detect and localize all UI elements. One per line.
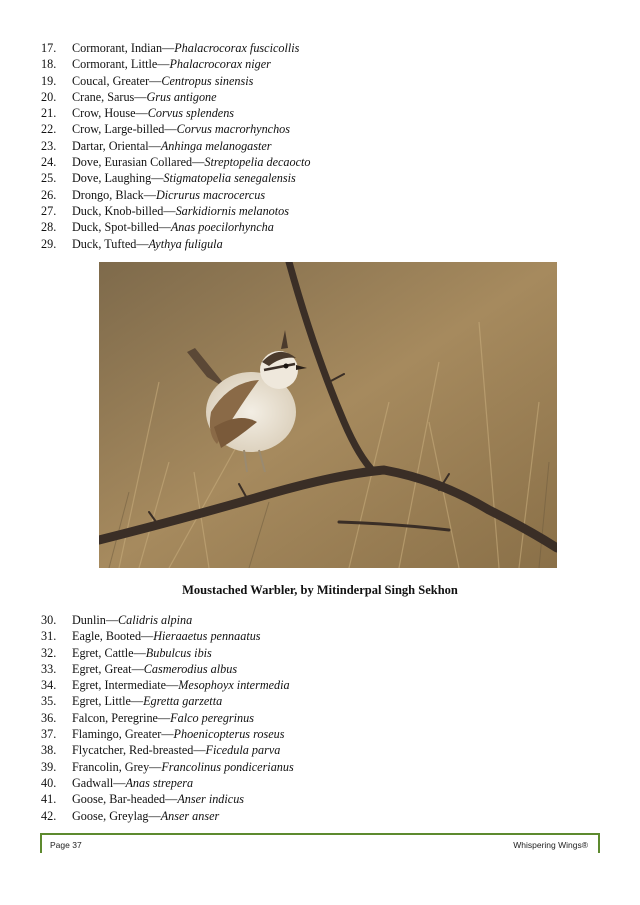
item-number: 22. bbox=[41, 122, 57, 137]
scientific-name: Stigmatopelia senegalensis bbox=[163, 171, 296, 186]
separator: — bbox=[105, 613, 119, 627]
scientific-name: Centropus sinensis bbox=[161, 73, 254, 88]
common-name: Gadwall bbox=[72, 775, 114, 790]
scientific-name: Casmerodius albus bbox=[143, 661, 238, 676]
common-name: Flamingo, Greater bbox=[72, 727, 162, 742]
common-name: Duck, Tufted bbox=[72, 236, 137, 251]
publication-name: Whispering Wings® bbox=[513, 840, 588, 850]
common-name: Dartar, Oriental bbox=[72, 138, 149, 153]
moustached-warbler-illustration bbox=[99, 262, 557, 568]
scientific-name: Falco peregrinus bbox=[170, 710, 254, 725]
separator: — bbox=[134, 89, 147, 104]
common-name: Coucal, Greater bbox=[72, 73, 150, 88]
item-number: 35. bbox=[41, 694, 57, 709]
separator: — bbox=[135, 106, 148, 121]
common-name: Crow, House bbox=[72, 106, 136, 121]
item-number: 21. bbox=[41, 106, 57, 121]
item-number: 20. bbox=[41, 89, 57, 104]
common-name: Goose, Bar-headed bbox=[72, 792, 166, 807]
common-name: Francolin, Grey bbox=[72, 759, 150, 774]
item-number: 19. bbox=[41, 73, 57, 88]
item-number: 17. bbox=[41, 41, 57, 55]
separator: — bbox=[148, 138, 161, 153]
item-number: 37. bbox=[41, 727, 57, 742]
item-number: 41. bbox=[41, 792, 57, 807]
separator: — bbox=[158, 220, 171, 235]
item-number: 29. bbox=[41, 236, 57, 251]
common-name: Goose, Greylag bbox=[72, 808, 149, 823]
common-name: Dove, Laughing bbox=[72, 171, 152, 186]
item-number: 36. bbox=[41, 710, 57, 725]
common-name: Falcon, Peregrine bbox=[72, 710, 158, 725]
bird-photo bbox=[99, 262, 557, 568]
separator: — bbox=[162, 41, 175, 55]
item-number: 27. bbox=[41, 203, 57, 218]
separator: — bbox=[193, 743, 206, 758]
separator: — bbox=[143, 187, 156, 202]
separator: — bbox=[166, 678, 179, 693]
item-number: 31. bbox=[41, 629, 57, 644]
scientific-name: Streptopelia decaocto bbox=[204, 155, 311, 170]
common-name: Drongo, Black bbox=[72, 187, 144, 202]
page-number: Page 37 bbox=[50, 840, 82, 850]
separator: — bbox=[157, 710, 171, 725]
scientific-name: Francolinus pondicerianus bbox=[161, 759, 294, 774]
scientific-name: Bubulcus ibis bbox=[145, 645, 212, 660]
scientific-name: Aythya fuligula bbox=[148, 236, 223, 251]
item-number: 42. bbox=[41, 808, 57, 823]
separator: — bbox=[151, 171, 164, 186]
separator: — bbox=[141, 629, 154, 644]
common-name: Duck, Spot-billed bbox=[72, 220, 159, 235]
separator: — bbox=[164, 122, 177, 137]
scientific-name: Dicrurus macrocercus bbox=[155, 187, 266, 202]
item-number: 38. bbox=[41, 743, 57, 758]
separator: — bbox=[192, 155, 205, 170]
scientific-name: Sarkidiornis melanotos bbox=[175, 203, 289, 218]
scientific-name: Anas strepera bbox=[125, 775, 194, 790]
separator: — bbox=[113, 775, 126, 790]
footer-rule-left bbox=[40, 833, 42, 853]
separator: — bbox=[133, 645, 146, 660]
scientific-name: Mesophoyx intermedia bbox=[178, 678, 290, 693]
footer-rule-right bbox=[598, 833, 600, 853]
item-number: 39. bbox=[41, 759, 57, 774]
scientific-name: Phoenicopterus roseus bbox=[173, 727, 285, 742]
common-name: Egret, Cattle bbox=[72, 645, 134, 660]
item-number: 32. bbox=[41, 645, 57, 660]
scientific-name: Ficedula parva bbox=[205, 743, 281, 758]
separator: — bbox=[161, 727, 174, 742]
item-number: 34. bbox=[41, 678, 57, 693]
footer-rule bbox=[40, 833, 600, 835]
item-number: 33. bbox=[41, 661, 57, 676]
common-name: Dunlin bbox=[72, 613, 106, 627]
common-name: Flycatcher, Red-breasted bbox=[72, 743, 194, 758]
scientific-name: Calidris alpina bbox=[118, 613, 193, 627]
item-number: 25. bbox=[41, 171, 57, 186]
common-name: Crow, Large-billed bbox=[72, 122, 165, 137]
item-number: 18. bbox=[41, 57, 57, 72]
common-name: Egret, Little bbox=[72, 694, 131, 709]
separator: — bbox=[149, 759, 162, 774]
separator: — bbox=[149, 73, 162, 88]
scientific-name: Hieraaetus pennaatus bbox=[153, 629, 261, 644]
scientific-name: Corvus splendens bbox=[147, 106, 235, 121]
common-name: Eagle, Booted bbox=[72, 629, 142, 644]
common-name: Dove, Eurasian Collared bbox=[72, 155, 193, 170]
scientific-name: Corvus macrorhynchos bbox=[176, 122, 290, 137]
common-name: Crane, Sarus bbox=[72, 89, 135, 104]
scientific-name: Phalacrocorax niger bbox=[169, 57, 271, 72]
scientific-name: Anas poecilorhyncha bbox=[170, 220, 274, 235]
item-number: 30. bbox=[41, 613, 57, 627]
photo-caption: Moustached Warbler, by Mitinderpal Singh Sekhon bbox=[182, 583, 458, 597]
scientific-name: Anhinga melanogaster bbox=[160, 138, 272, 153]
scientific-name: Anser indicus bbox=[177, 792, 245, 807]
separator: — bbox=[148, 808, 161, 823]
item-number: 28. bbox=[41, 220, 57, 235]
item-number: 26. bbox=[41, 187, 57, 202]
common-name: Egret, Great bbox=[72, 661, 132, 676]
item-number: 23. bbox=[41, 138, 57, 153]
separator: — bbox=[130, 694, 144, 709]
scientific-name: Phalacrocorax fuscicollis bbox=[174, 41, 300, 55]
scientific-name: Grus antigone bbox=[146, 89, 217, 104]
separator: — bbox=[131, 661, 144, 676]
common-name: Duck, Knob-billed bbox=[72, 203, 164, 218]
common-name: Cormorant, Indian bbox=[72, 41, 163, 55]
separator: — bbox=[163, 203, 176, 218]
separator: — bbox=[165, 792, 178, 807]
common-name: Cormorant, Little bbox=[72, 57, 158, 72]
scientific-name: Egretta garzetta bbox=[143, 694, 223, 709]
item-number: 40. bbox=[41, 775, 57, 790]
separator: — bbox=[136, 236, 149, 251]
item-number: 24. bbox=[41, 155, 57, 170]
common-name: Egret, Intermediate bbox=[72, 678, 167, 693]
separator: — bbox=[157, 57, 170, 72]
scientific-name: Anser anser bbox=[160, 808, 220, 823]
